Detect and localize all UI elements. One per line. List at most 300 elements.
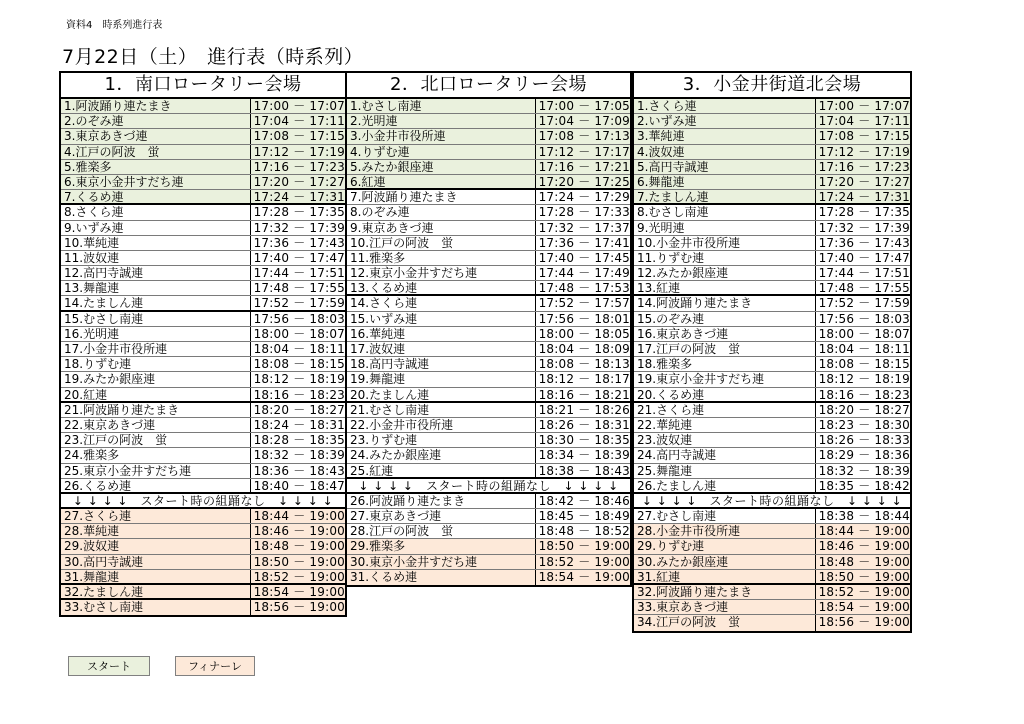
group-name: 25.舞龍連 (637, 463, 693, 478)
schedule-row (634, 266, 910, 281)
time-slot: 17:44 － 17:51 (250, 266, 345, 280)
schedule-row (634, 479, 910, 494)
time-slot: 18:54 － 19:00 (250, 585, 345, 598)
schedule-row (634, 509, 910, 524)
time-slot: 18:08 － 18:15 (815, 357, 910, 371)
schedule-row (61, 236, 345, 251)
time-slot: 18:00 － 18:05 (535, 327, 630, 341)
group-name: 25.東京小金井すだち連 (64, 463, 192, 478)
group-name: 19.みたか銀座連 (64, 372, 156, 387)
time-slot: 17:16 － 17:21 (535, 160, 630, 174)
time-slot: 18:50 － 19:00 (535, 539, 630, 553)
group-name: 17.小金井市役所連 (64, 342, 168, 356)
time-slot: 18:45 － 18:49 (535, 509, 630, 523)
group-name: 13.紅連 (637, 281, 681, 295)
schedule-row (634, 99, 910, 114)
schedule-row (634, 418, 910, 433)
time-slot: 18:56 － 19:00 (250, 600, 345, 615)
schedule-row (347, 539, 630, 554)
time-slot: 18:30 － 18:35 (535, 433, 630, 447)
group-name: 12.高円寺誠連 (64, 266, 144, 281)
time-slot: 18:54 － 19:00 (535, 570, 630, 585)
schedule-row (347, 175, 630, 190)
no-opening-dance-marker (347, 479, 630, 494)
group-name: 20.たましん連 (350, 387, 430, 401)
schedule-row (634, 190, 910, 205)
time-slot: 18:38 － 18:43 (535, 464, 630, 477)
schedule-row (347, 509, 630, 524)
time-slot: 17:28 － 17:33 (535, 205, 630, 219)
group-name: 8.のぞみ連 (350, 205, 410, 220)
time-slot: 17:24 － 17:29 (535, 190, 630, 204)
group-name: 27.東京あきづ連 (350, 509, 442, 524)
time-slot: 18:00 － 18:07 (250, 327, 345, 341)
schedule-row (634, 372, 910, 387)
time-slot: 18:52 － 19:00 (250, 570, 345, 583)
schedule-row (347, 236, 630, 251)
schedule-row (634, 342, 910, 357)
schedule-row (634, 555, 910, 570)
group-name: 11.波奴連 (64, 250, 120, 265)
schedule-row (347, 342, 630, 357)
schedule-row (634, 327, 910, 342)
schedule-row (61, 99, 345, 114)
time-slot: 18:36 － 18:43 (250, 464, 345, 478)
schedule-row (634, 539, 910, 554)
time-slot: 17:32 － 17:37 (535, 221, 630, 235)
time-slot: 17:48 － 17:55 (250, 281, 345, 295)
group-name: 20.紅連 (64, 387, 108, 401)
group-name: 12.みたか銀座連 (637, 266, 729, 281)
time-slot: 18:50 － 19:00 (250, 555, 345, 569)
legend-start: スタート (68, 656, 150, 676)
group-name: 29.りずむ連 (637, 539, 705, 554)
schedule-row (347, 99, 630, 114)
schedule-row (634, 464, 910, 479)
group-name: 10.華純連 (64, 235, 120, 250)
schedule-row (61, 600, 345, 615)
group-name: 22.東京あきづ連 (64, 417, 156, 432)
time-slot: 18:04 － 18:09 (535, 342, 630, 356)
schedule-row (634, 236, 910, 251)
schedule-row (61, 312, 345, 327)
group-name: 16.東京あきづ連 (637, 326, 729, 341)
time-slot: 18:16 － 18:23 (815, 388, 910, 401)
group-name: 1.むさし南連 (350, 99, 422, 113)
schedule-row (634, 281, 910, 296)
no-opening-dance-marker (634, 494, 910, 509)
group-name: 19.東京小金井すだち連 (637, 372, 765, 387)
group-name: 31.紅連 (637, 569, 681, 583)
time-slot: 17:32 － 17:39 (815, 221, 910, 235)
schedule-row (61, 372, 345, 387)
group-name: 28.華純連 (64, 524, 120, 539)
group-name: 7.くるめ連 (64, 190, 124, 204)
schedule-row (347, 251, 630, 266)
group-name: 4.江戸の阿波 蛍 (64, 144, 160, 159)
time-slot: 17:04 － 17:11 (250, 114, 345, 128)
schedule-row (347, 464, 630, 479)
group-name: 33.東京あきづ連 (637, 600, 729, 615)
schedule-row (61, 585, 345, 600)
time-slot: 17:00 － 17:07 (815, 99, 910, 113)
time-slot: 17:20 － 17:27 (250, 175, 345, 189)
legend-finale: フィナーレ (175, 656, 255, 676)
time-slot: 17:24 － 17:31 (250, 190, 345, 203)
schedule-row (61, 205, 345, 220)
schedule-row (61, 296, 345, 311)
schedule-row (61, 160, 345, 175)
group-name: 17.波奴連 (350, 342, 406, 356)
schedule-row (634, 129, 910, 144)
schedule-row (634, 585, 910, 600)
group-name: 33.むさし南連 (64, 600, 144, 615)
schedule-row (347, 296, 630, 311)
time-slot: 18:21 － 18:26 (535, 403, 630, 417)
schedule-row (634, 221, 910, 236)
marker-text: ↓ ↓ ↓ ↓ スタート時の組踊なし ↓ ↓ ↓ ↓ (358, 478, 619, 493)
schedule-row (347, 281, 630, 296)
group-name: 31.くるめ連 (350, 569, 418, 584)
schedule-row (61, 555, 345, 570)
group-name: 22.小金井市役所連 (350, 417, 454, 432)
time-slot: 18:26 － 18:31 (535, 418, 630, 432)
schedule-row (61, 221, 345, 236)
time-slot: 18:56 － 19:00 (815, 615, 910, 630)
time-slot: 17:28 － 17:35 (815, 205, 910, 219)
group-name: 34.江戸の阿波 蛍 (637, 615, 741, 630)
group-name: 5.雅楽多 (64, 159, 112, 174)
group-name: 21.阿波踊り連たまき (64, 402, 180, 417)
group-name: 28.小金井市役所連 (637, 524, 741, 539)
group-name: 21.むさし南連 (350, 402, 430, 417)
time-slot: 17:24 － 17:31 (815, 190, 910, 203)
page-title: 7月22日（土） 進行表（時系列） (62, 46, 364, 68)
time-slot: 17:12 － 17:19 (250, 145, 345, 159)
time-slot: 18:29 － 18:36 (815, 448, 910, 462)
group-name: 20.くるめ連 (637, 387, 705, 401)
group-name: 27.むさし南連 (637, 509, 717, 524)
group-name: 8.さくら連 (64, 205, 124, 220)
schedule-row (347, 494, 630, 509)
schedule-row (634, 448, 910, 463)
time-slot: 17:40 － 17:45 (535, 251, 630, 265)
group-name: 26.阿波踊り連たまき (350, 493, 466, 508)
schedule-rows (347, 99, 630, 585)
schedule-row (61, 539, 345, 554)
document-label: 資料4 時系列進行表 (66, 20, 163, 31)
group-name: 22.華純連 (637, 417, 693, 432)
schedule-row (634, 175, 910, 190)
group-name: 12.東京小金井すだち連 (350, 266, 478, 281)
group-name: 14.さくら連 (350, 296, 418, 311)
time-slot: 18:52 － 19:00 (815, 585, 910, 599)
group-name: 18.雅楽多 (637, 357, 693, 372)
time-slot: 18:32 － 18:39 (250, 448, 345, 462)
group-name: 13.くるめ連 (350, 281, 418, 295)
time-slot: 17:28 － 17:35 (250, 205, 345, 219)
time-slot: 18:48 － 19:00 (815, 555, 910, 569)
time-slot: 17:20 － 17:25 (535, 175, 630, 188)
schedule-row (61, 418, 345, 433)
time-slot: 18:08 － 18:13 (535, 357, 630, 371)
no-opening-dance-marker (61, 494, 345, 509)
schedule-row (347, 388, 630, 403)
schedule-row (634, 312, 910, 327)
time-slot: 18:24 － 18:31 (250, 418, 345, 432)
time-slot: 18:48 － 18:52 (535, 524, 630, 538)
group-name: 16.華純連 (350, 326, 406, 341)
time-slot: 18:34 － 18:39 (535, 448, 630, 462)
group-name: 23.りずむ連 (350, 433, 418, 448)
group-name: 11.雅楽多 (350, 250, 406, 265)
group-name: 27.さくら連 (64, 509, 132, 524)
schedule-row (347, 372, 630, 387)
schedule-row (347, 205, 630, 220)
group-name: 3.東京あきづ連 (64, 129, 148, 144)
group-name: 4.りずむ連 (350, 144, 410, 159)
group-name: 15.むさし南連 (64, 311, 144, 326)
group-name: 16.光明連 (64, 326, 120, 341)
schedule-row (61, 190, 345, 205)
time-slot: 18:48 － 19:00 (250, 539, 345, 553)
group-name: 9.東京あきづ連 (350, 220, 434, 235)
group-name: 14.阿波踊り連たまき (637, 296, 753, 311)
group-name: 6.舞龍連 (637, 174, 685, 189)
venue-table-south (59, 71, 347, 617)
schedule-row (347, 160, 630, 175)
group-name: 3.華純連 (637, 129, 685, 144)
group-name: 18.高円寺誠連 (350, 357, 430, 372)
group-name: 24.高円寺誠連 (637, 448, 717, 463)
group-name: 1.さくら連 (637, 99, 697, 113)
time-slot: 18:28 － 18:35 (250, 433, 345, 447)
schedule-row (634, 357, 910, 372)
group-name: 6.東京小金井すだち連 (64, 174, 184, 189)
group-name: 10.小金井市役所連 (637, 235, 741, 250)
time-slot: 18:52 － 19:00 (535, 555, 630, 569)
time-slot: 18:40 － 18:47 (250, 479, 345, 492)
time-slot: 18:42 － 18:46 (535, 494, 630, 508)
schedule-row (634, 160, 910, 175)
group-name: 6.紅連 (350, 174, 386, 189)
group-name: 7.たましん連 (637, 190, 709, 204)
schedule-row (347, 266, 630, 281)
schedule-row (61, 509, 345, 524)
group-name: 26.くるめ連 (64, 478, 132, 492)
group-name: 32.たましん連 (64, 585, 144, 599)
time-slot: 18:35 － 18:42 (815, 479, 910, 492)
group-name: 28.江戸の阿波 蛍 (350, 524, 454, 539)
time-slot: 17:48 － 17:55 (815, 281, 910, 294)
schedule-row (634, 296, 910, 311)
group-name: 8.むさし南連 (637, 205, 709, 220)
group-name: 1.阿波踊り連たまき (64, 99, 172, 113)
time-slot: 17:36 － 17:43 (815, 236, 910, 250)
time-slot: 17:44 － 17:51 (815, 266, 910, 280)
schedule-row (61, 266, 345, 281)
group-name: 29.雅楽多 (350, 539, 406, 554)
time-slot: 17:52 － 17:59 (815, 296, 910, 310)
time-slot: 18:50 － 19:00 (815, 570, 910, 583)
schedule-row (61, 114, 345, 129)
schedule-row (634, 615, 910, 630)
group-name: 30.みたか銀座連 (637, 554, 729, 569)
time-slot: 17:52 － 17:59 (250, 296, 345, 309)
time-slot: 17:00 － 17:07 (250, 99, 345, 113)
group-name: 25.紅連 (350, 463, 394, 477)
time-slot: 17:16 － 17:23 (815, 160, 910, 174)
time-slot: 17:44 － 17:49 (535, 266, 630, 280)
group-name: 2.光明連 (350, 114, 398, 129)
schedule-row (634, 524, 910, 539)
time-slot: 18:38 － 18:44 (815, 509, 910, 523)
schedule-row (347, 145, 630, 160)
schedule-row (61, 129, 345, 144)
time-slot: 17:40 － 17:47 (815, 251, 910, 265)
time-slot: 17:12 － 17:17 (535, 145, 630, 159)
group-name: 17.江戸の阿波 蛍 (637, 342, 741, 356)
time-slot: 17:08 － 17:15 (815, 129, 910, 143)
group-name: 30.高円寺誠連 (64, 554, 144, 569)
venue-table-north (345, 71, 632, 587)
time-slot: 17:40 － 17:47 (250, 251, 345, 265)
time-slot: 17:00 － 17:05 (535, 99, 630, 113)
schedule-row (634, 114, 910, 129)
group-name: 5.みたか銀座連 (350, 159, 434, 174)
time-slot: 17:52 － 17:57 (535, 296, 630, 310)
time-slot: 18:12 － 18:19 (815, 372, 910, 386)
schedule-row (347, 403, 630, 418)
marker-text: ↓ ↓ ↓ ↓ スタート時の組踊なし ↓ ↓ ↓ ↓ (641, 493, 903, 508)
schedule-row (634, 600, 910, 615)
schedule-row (347, 190, 630, 205)
group-name: 21.さくら連 (637, 402, 705, 417)
group-name: 29.波奴連 (64, 539, 120, 554)
schedule-row (634, 205, 910, 220)
group-name: 3.小金井市役所連 (350, 129, 446, 144)
schedule-row (61, 570, 345, 585)
group-name: 15.のぞみ連 (637, 311, 705, 326)
schedule-row (61, 433, 345, 448)
schedule-row (61, 524, 345, 539)
time-slot: 17:20 － 17:27 (815, 175, 910, 189)
schedule-row (634, 145, 910, 160)
schedule-row (347, 448, 630, 463)
schedule-row (347, 433, 630, 448)
venue-title: 3．小金井街道北会場 (634, 73, 910, 99)
time-slot: 18:46 － 19:00 (815, 539, 910, 553)
group-name: 2.のぞみ連 (64, 114, 124, 129)
group-name: 2.いずみ連 (637, 114, 697, 129)
schedule-row (61, 251, 345, 266)
schedule-row (61, 281, 345, 296)
schedule-row (61, 342, 345, 357)
group-name: 23.江戸の阿波 蛍 (64, 433, 168, 448)
time-slot: 17:48 － 17:53 (535, 281, 630, 294)
group-name: 26.たましん連 (637, 478, 717, 492)
time-slot: 18:00 － 18:07 (815, 327, 910, 341)
time-slot: 18:04 － 18:11 (815, 342, 910, 356)
schedule-row (634, 388, 910, 403)
schedule-row (347, 312, 630, 327)
group-name: 4.波奴連 (637, 144, 685, 159)
group-name: 32.阿波踊り連たまき (637, 585, 753, 599)
group-name: 9.いずみ連 (64, 220, 124, 235)
group-name: 30.東京小金井すだち連 (350, 554, 478, 569)
time-slot: 17:56 － 18:01 (535, 312, 630, 326)
group-name: 19.舞龍連 (350, 372, 406, 387)
time-slot: 17:12 － 17:19 (815, 145, 910, 159)
group-name: 15.いずみ連 (350, 311, 418, 326)
schedule-row (61, 327, 345, 342)
time-slot: 18:23 － 18:30 (815, 418, 910, 432)
schedule-row (347, 524, 630, 539)
schedule-row (347, 114, 630, 129)
schedule-row (61, 145, 345, 160)
time-slot: 17:36 － 17:41 (535, 236, 630, 250)
schedule-row (61, 175, 345, 190)
time-slot: 18:08 － 18:15 (250, 357, 345, 371)
venue-title: 2．北口ロータリー会場 (347, 73, 630, 99)
time-slot: 17:04 － 17:11 (815, 114, 910, 128)
group-name: 9.光明連 (637, 220, 685, 235)
schedule-row (61, 479, 345, 494)
time-slot: 18:20 － 18:27 (815, 403, 910, 417)
time-slot: 18:32 － 18:39 (815, 464, 910, 478)
venue-title: 1．南口ロータリー会場 (61, 73, 345, 99)
schedule-row (347, 418, 630, 433)
time-slot: 18:46 － 19:00 (250, 524, 345, 538)
schedule-row (634, 251, 910, 266)
time-slot: 18:16 － 18:21 (535, 388, 630, 401)
group-name: 7.阿波踊り連たまき (350, 190, 458, 205)
schedule-row (61, 357, 345, 372)
marker-text: ↓ ↓ ↓ ↓ スタート時の組踊なし ↓ ↓ ↓ ↓ (72, 493, 334, 508)
schedule-row (61, 448, 345, 463)
time-slot: 18:04 － 18:11 (250, 342, 345, 356)
schedule-row (61, 388, 345, 403)
schedule-row (61, 464, 345, 479)
time-slot: 17:16 － 17:23 (250, 160, 345, 174)
schedule-rows (61, 99, 345, 615)
time-slot: 18:54 － 19:00 (815, 600, 910, 614)
time-slot: 17:32 － 17:39 (250, 221, 345, 235)
schedule-row (347, 357, 630, 372)
time-slot: 17:08 － 17:15 (250, 129, 345, 143)
group-name: 10.江戸の阿波 蛍 (350, 235, 454, 250)
time-slot: 18:12 － 18:19 (250, 372, 345, 386)
time-slot: 17:08 － 17:13 (535, 129, 630, 143)
group-name: 13.舞龍連 (64, 281, 120, 296)
time-slot: 18:12 － 18:17 (535, 372, 630, 386)
schedule-row (634, 433, 910, 448)
group-name: 24.みたか銀座連 (350, 448, 442, 463)
schedule-row (347, 570, 630, 585)
schedule-row (347, 327, 630, 342)
group-name: 5.高円寺誠連 (637, 159, 709, 174)
schedule-rows (634, 99, 910, 631)
time-slot: 18:26 － 18:33 (815, 433, 910, 447)
schedule-row (634, 570, 910, 585)
group-name: 14.たましん連 (64, 296, 144, 310)
time-slot: 18:44 － 19:00 (250, 509, 345, 523)
schedule-row (347, 555, 630, 570)
group-name: 11.りずむ連 (637, 250, 705, 265)
schedule-row (347, 129, 630, 144)
time-slot: 17:04 － 17:09 (535, 114, 630, 128)
group-name: 18.りずむ連 (64, 357, 132, 372)
